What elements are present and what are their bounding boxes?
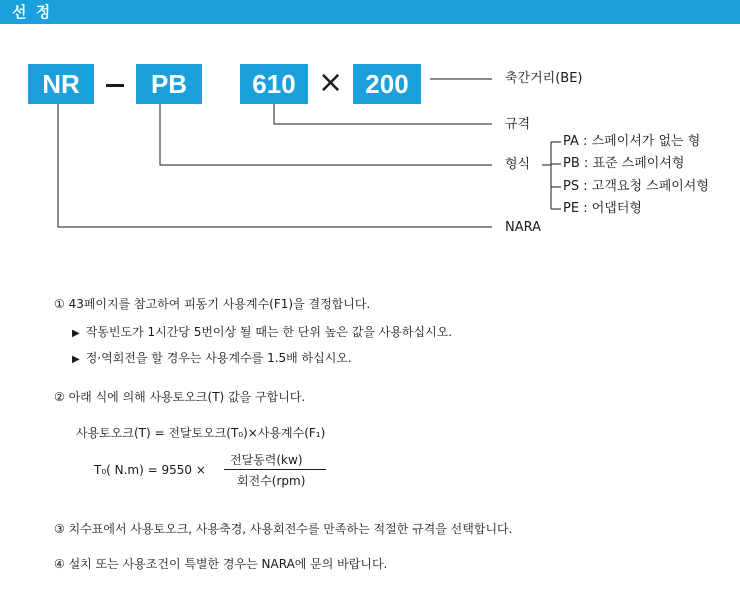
type-sep: : [583, 201, 588, 216]
type-desc: 어댑터형 [591, 201, 642, 216]
line-spec [274, 104, 492, 124]
code-box-pb: PB [136, 64, 202, 104]
code-box-200: 200 [353, 64, 421, 104]
step-1-bullet-2 [72, 350, 352, 368]
type-desc: 고객요청 스페이셔형 [591, 179, 709, 194]
type-code: PA [563, 134, 579, 149]
type-option-pb [563, 156, 684, 172]
step-2: ② 아래 식에 의해 사용토오크(T) 값을 구합니다. [54, 390, 306, 404]
type-option-pe [563, 201, 642, 217]
label-axis-distance: 축간거리(BE) [505, 71, 583, 86]
code-box-610: 610 [240, 64, 308, 104]
label-type: 형식 [505, 157, 531, 172]
type-option-pa [563, 134, 700, 150]
line-type [160, 104, 492, 165]
type-desc: 표준 스페이셔형 [592, 156, 685, 171]
step-1-bullet-1 [72, 324, 452, 342]
type-desc: 스페이셔가 없는 형 [591, 134, 701, 149]
formula-2-numerator: 전달동력(kw) [230, 453, 303, 467]
bullet-text: 작동빈도가 1시간당 5번이상 될 때는 한 단위 높은 값을 사용하십시오. [85, 325, 453, 339]
type-option-ps [563, 179, 709, 195]
label-nara: NARA [505, 220, 542, 235]
fraction-bar [224, 469, 326, 470]
type-sep: : [583, 179, 588, 194]
code-times-sign: × [318, 65, 344, 100]
type-code: PE [563, 201, 580, 216]
step-4: ④ 설치 또는 사용조건이 특별한 경우는 NARA에 문의 바랍니다. [54, 557, 388, 571]
type-code: PS [563, 179, 580, 194]
formula-2-left: T₀( N.m) = 9550 × [94, 463, 206, 477]
step-1: ① 43페이지를 참고하여 피동기 사용계수(F1)을 결정합니다. [54, 297, 371, 311]
bullet-text: 정·역회전을 할 경우는 사용계수를 1.5배 하십시오. [85, 351, 352, 365]
type-sep: : [583, 134, 588, 149]
type-sep: : [583, 156, 589, 171]
formula-2-denominator: 회전수(rpm) [237, 474, 306, 488]
step-3: ③ 치수표에서 사용토오크, 사용축경, 사용회전수를 만족하는 적절한 규격을 선택합니다. [54, 522, 513, 536]
bullet-arrow-icon: ▶ [72, 328, 80, 339]
section-title: 선 정 [12, 3, 53, 21]
formula-1: 사용토오크(T) = 전달토오크(T₀)×사용계수(F₁) [76, 426, 326, 440]
label-spec: 규격 [505, 117, 531, 132]
type-code: PB [563, 156, 580, 171]
code-box-nr: NR [28, 64, 94, 104]
bullet-arrow-icon: ▶ [72, 354, 80, 365]
